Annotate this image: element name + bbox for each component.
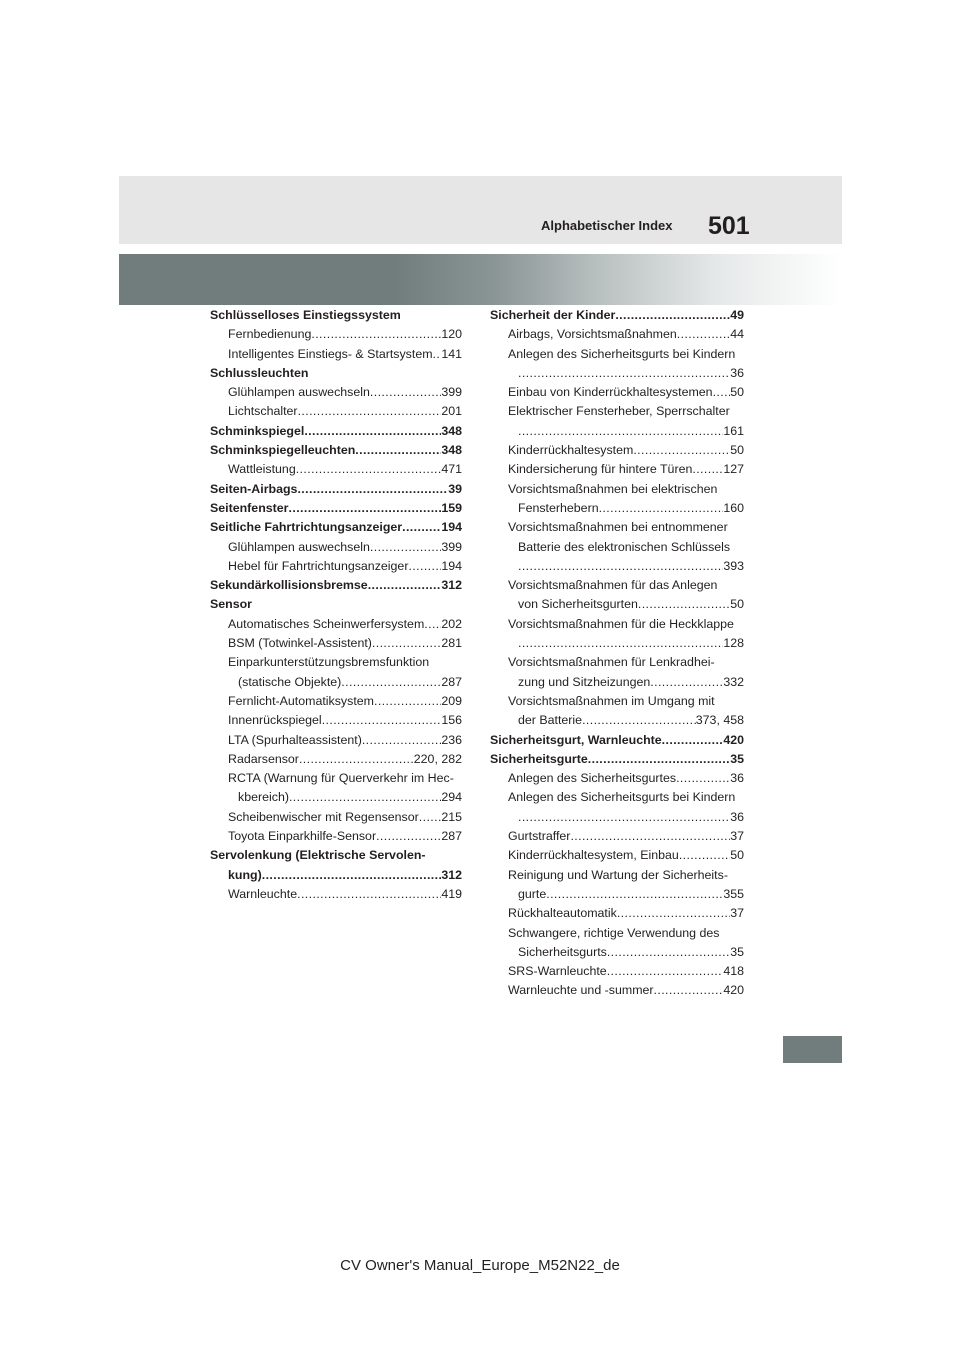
dot-leader [299,750,414,769]
index-entry-page: 348 [441,443,462,458]
dot-leader [518,364,730,383]
index-entry-term: Schlussleuchten [210,365,309,380]
index-entry-page: 420 [723,732,744,747]
index-entry-term: Rückhalteautomatik [508,906,617,921]
index-entry [210,460,462,479]
index-entry-term: Airbags, Vorsichtsmaßnahmen [508,327,677,342]
index-entry-term: Glühlampen auswechseln [228,385,370,400]
section-title: Alphabetischer Index [541,218,673,233]
index-entry-page: 160 [723,500,744,515]
index-entry [490,345,744,364]
index-entry-page: 35 [730,944,744,959]
index-entry-term: Sicherheitsgurts [518,944,607,959]
index-entry-term: kung) [228,867,262,882]
dot-leader [582,711,696,730]
dot-leader [638,595,730,614]
dot-leader [419,808,442,827]
index-entry [490,595,744,614]
index-entry-term: Sicherheit der Kinder [490,308,616,322]
index-entry-page: 471 [441,462,462,477]
index-entry [490,383,744,402]
dot-leader [362,731,441,750]
index-entry-page: 312 [441,867,462,882]
index-entry [210,750,462,769]
dot-leader [677,325,730,344]
index-entry [210,634,462,653]
index-entry-page: 399 [441,385,462,400]
index-entry [210,422,462,441]
index-entry [490,885,744,904]
index-entry [490,711,744,730]
index-entry-term: Intelligentes Einstiegs- & Startsystem [228,346,433,361]
dot-leader [311,325,441,344]
index-entry-term: Anlegen des Sicherheitsgurts bei Kindern [508,346,736,361]
index-entry-term: Fernbedienung [228,327,312,342]
dot-leader [370,383,441,402]
index-entry [210,595,462,614]
index-entry [210,364,462,383]
index-entry-term: Fensterhebern [518,500,599,515]
index-entry-term: Wattleistung [228,462,296,477]
index-entry [490,364,744,383]
index-entry-term: Gurtstraffer [508,829,571,844]
index-entry-page: 49 [730,308,744,322]
index-entry-page: 355 [723,886,744,901]
page-number: 501 [708,212,750,240]
index-entry-page: 37 [730,906,744,921]
index-entry-page: 36 [730,365,744,380]
dot-leader [518,422,723,441]
index-entry-term: BSM (Totwinkel-Assistent) [228,636,372,651]
dot-leader [676,769,730,788]
index-entry [490,750,744,769]
dot-leader [615,306,730,325]
index-entry-term: Anlegen des Sicherheitsgurts bei Kindern [508,790,736,805]
index-entry-term: kbereich) [238,790,289,805]
index-entry-term: Seiten-Airbags [210,481,298,496]
index-entry [210,518,462,537]
dot-leader [374,692,441,711]
index-entry [490,924,744,943]
index-entry-page: 418 [723,964,744,979]
index-entry [490,499,744,518]
index-entry-page: 156 [441,713,462,728]
index-entry [210,557,462,576]
index-entry [490,846,744,865]
index-entry-term: Vorsichtsmaßnahmen für Lenkradhei- [508,655,715,670]
index-entry [210,731,462,750]
dot-leader [424,615,441,634]
index-entry [490,634,744,653]
index-column-right [490,306,744,1001]
index-entry [490,402,744,421]
dot-leader [679,846,730,865]
index-entry-term: Schwangere, richtige Verwendung des [508,925,720,940]
index-entry-term: Einbau von Kinderrückhaltesystemen [508,385,713,400]
index-entry-term: Schlüsselloses Einstiegssystem [210,308,401,322]
index-entry [490,422,744,441]
index-entry [210,499,462,518]
index-entry-term: Servolenkung (Elektrische Servolen- [210,848,426,863]
dot-leader [322,711,442,730]
index-entry-page: 312 [441,578,462,593]
dot-leader [341,673,441,692]
index-entry [210,808,462,827]
index-entry [210,402,462,421]
index-entry [210,846,462,865]
index-entry-page: 287 [441,829,462,844]
dot-leader [599,499,724,518]
index-entry [210,788,462,807]
index-entry [210,441,462,460]
footer-manual-id: CV Owner's Manual_Europe_M52N22_de [340,1257,620,1274]
index-entry-page: 44 [730,327,744,342]
dot-leader [370,538,441,557]
dot-leader [297,480,448,499]
index-entry [210,885,462,904]
index-entry [490,943,744,962]
index-entry-page: 399 [441,539,462,554]
index-entry [490,518,744,537]
index-entry-term: Kindersicherung für hintere Türen [508,462,693,477]
index-entry-page: 236 [441,732,462,747]
dot-leader [654,981,724,1000]
index-entry-term: SRS-Warnleuchte [508,964,607,979]
index-entry-term: Fernlicht-Automatiksystem [228,693,374,708]
index-entry [210,711,462,730]
index-entry-term: Toyota Einparkhilfe-Sensor [228,829,377,844]
dot-leader [408,557,441,576]
index-entry-term: Innenrückspiegel [228,713,322,728]
index-entry-page: 128 [723,636,744,651]
dot-leader [297,885,441,904]
index-entry-term: Vorsichtsmaßnahmen für das Anlegen [508,578,718,593]
index-entry [490,460,744,479]
index-entry-page: 36 [730,809,744,824]
index-entry-page: 36 [730,771,744,786]
index-entry-term: Warnleuchte und -summer [508,983,654,998]
dot-leader [588,750,730,769]
index-entry [490,904,744,923]
dot-leader [518,557,723,576]
index-entry-term: Elektrischer Fensterheber, Sperrschalter [508,404,730,419]
chapter-tab-marker [783,1036,842,1063]
index-entry-page: 348 [441,423,462,438]
index-entry-page: 281 [441,636,462,651]
index-entry-page: 393 [723,558,744,573]
dot-leader [289,788,441,807]
index-entry [210,827,462,846]
index-entry [490,769,744,788]
index-entry-page: 120 [441,327,462,342]
index-entry-term: (statische Objekte) [238,674,342,689]
dot-leader [518,808,730,827]
index-entry-page: 419 [441,886,462,901]
index-entry-term: Warnleuchte [228,886,298,901]
index-entry-term: Anlegen des Sicherheitsgurtes [508,771,677,786]
index-entry [490,306,744,325]
dot-leader [296,460,442,479]
index-entry [210,653,462,672]
dot-leader [304,422,441,441]
index-entry-page: 50 [730,385,744,400]
index-entry-page: 39 [448,481,462,496]
index-entry [490,576,744,595]
dot-leader [376,827,441,846]
dot-leader [546,885,723,904]
index-entry-page: 332 [723,674,744,689]
index-entry [210,615,462,634]
index-entry [210,538,462,557]
dot-leader [518,634,723,653]
index-entry-page: 50 [730,443,744,458]
index-entry [210,866,462,885]
index-entry-term: gurte [518,886,547,901]
index-entry-term: Batterie des elektronischen Schlüssels [518,539,731,554]
index-entry-term: Glühlampen auswechseln [228,539,370,554]
index-entry-page: 127 [723,462,744,477]
index-entry-page: 159 [441,500,462,515]
index-entry-page: 50 [730,597,744,612]
index-entry [210,480,462,499]
index-entry-term: Hebel für Fahrtrichtungsanzeiger [228,558,409,573]
index-entry-term: Vorsichtsmaßnahmen bei elektrischen [508,481,718,496]
index-entry [490,827,744,846]
dot-leader [713,383,731,402]
index-entry-term: Vorsichtsmaßnahmen im Umgang mit [508,693,715,708]
index-entry [490,692,744,711]
index-entry-term: der Batterie [518,713,583,728]
index-entry-term: Seitliche Fahrtrichtungsanzeiger [210,520,403,535]
header-gradient-band [119,254,842,305]
dot-leader [650,673,723,692]
index-entry-term: Reinigung und Wartung der Sicherheits- [508,867,728,882]
index-entry-page: 201 [441,404,462,419]
index-entry-page: 194 [441,520,462,535]
index-entry-page: 194 [441,558,462,573]
index-entry-term: Einparkunterstützungsbremsfunktion [228,655,430,670]
index-entry-term: Radarsensor [228,751,299,766]
index-entry-term: Automatisches Scheinwerfersystem [228,616,425,631]
dot-leader [607,943,730,962]
index-entry-term: Lichtschalter [228,404,298,419]
index-entry [210,673,462,692]
index-entry-page: 35 [730,751,744,766]
dot-leader [262,866,442,885]
index-entry-term: Vorsichtsmaßnahmen bei entnommener [508,520,728,535]
index-entry [490,981,744,1000]
index-entry [490,441,744,460]
index-entry [490,808,744,827]
index-entry-term: Kinderrückhaltesystem, Einbau [508,848,679,863]
index-entry-term: RCTA (Warnung für Querverkehr im Hec- [228,771,454,786]
index-entry-term: von Sicherheitsgurten [518,597,638,612]
index-entry-page: 209 [441,693,462,708]
index-entry-page: 50 [730,848,744,863]
index-entry [210,769,462,788]
index-entry-page: 294 [441,790,462,805]
index-column-left [210,306,462,904]
index-entry-page: 202 [441,616,462,631]
index-entry [210,325,462,344]
index-entry-page: 220, 282 [413,751,462,766]
index-entry [490,788,744,807]
index-entry-term: Vorsichtsmaßnahmen für die Heckklappe [508,616,734,631]
index-entry-page: 287 [441,674,462,689]
index-entry-term: Sensor [210,597,253,612]
index-entry [490,615,744,634]
index-entry-term: zung und Sitzheizungen [518,674,651,689]
dot-leader [607,962,724,981]
index-entry-term: Sekundärkollisionsbremse [210,578,368,593]
index-entry [210,383,462,402]
index-entry [490,538,744,557]
index-entry-term: Scheibenwischer mit Regensensor [228,809,419,824]
index-entry [210,576,462,595]
index-entry-page: 141 [441,346,462,361]
index-entry [490,557,744,576]
index-entry [490,731,744,750]
dot-leader [355,441,441,460]
dot-leader [633,441,730,460]
index-entry-term: Sicherheitsgurte [490,751,588,766]
index-entry-page: 420 [723,983,744,998]
index-entry-term: Sicherheitsgurt, Warnleuchte [490,732,662,747]
index-entry-term: LTA (Spurhalteassistent) [228,732,362,747]
index-entry [490,962,744,981]
index-entry-page: 37 [730,829,744,844]
index-entry-page: 373, 458 [695,713,744,728]
dot-leader [570,827,730,846]
index-entry [490,653,744,672]
index-entry [490,480,744,499]
index-entry [210,692,462,711]
dot-leader [617,904,730,923]
dot-leader [433,345,442,364]
dot-leader [298,402,442,421]
index-entry-page: 161 [723,423,744,438]
index-entry-term: Seitenfenster [210,500,289,515]
index-entry [490,673,744,692]
dot-leader [692,460,723,479]
index-entry [210,306,462,325]
index-entry [490,866,744,885]
index-entry-term: Kinderrückhaltesystem [508,443,634,458]
dot-leader [662,731,724,750]
index-entry-term: Schminkspiegel [210,423,305,438]
index-entry-page: 215 [441,809,462,824]
dot-leader [402,518,441,537]
index-entry-term: Schminkspiegelleuchten [210,443,356,458]
dot-leader [368,576,442,595]
index-entry [210,345,462,364]
dot-leader [372,634,441,653]
index-entry [490,325,744,344]
dot-leader [289,499,442,518]
